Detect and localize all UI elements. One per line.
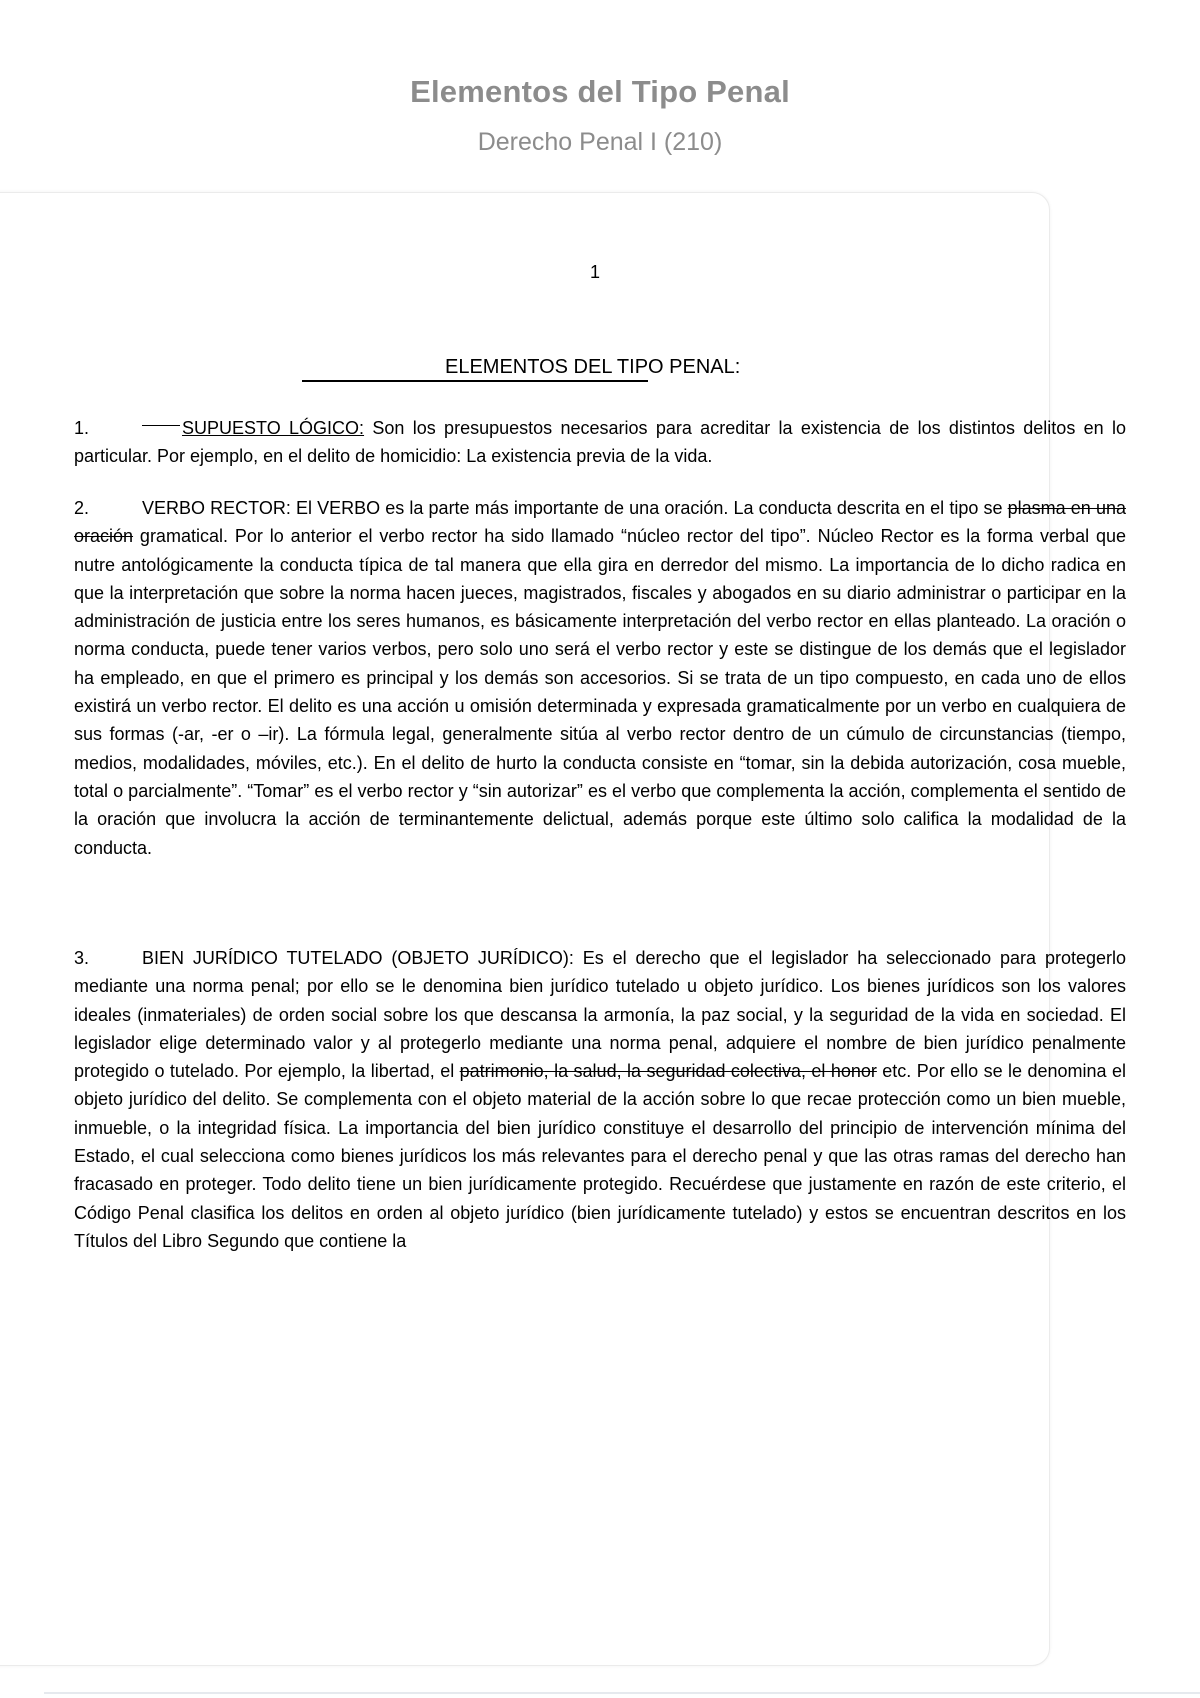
document-header [0,0,1200,190]
heading-underline [302,380,648,382]
section-text-start: El VERBO es la parte más importante de una oración. La conducta descrita en el tipo se [290,498,1008,518]
section-text: Son los presupuestos necesarios para acreditar la existencia de los distintos delitos en lo particular. Por ejemplo, en el delito de homicidio: La existencia previa de la vida. [74,418,1127,467]
section-text: gramatical. Por lo anterior el verbo rector ha sido llamado “núcleo rector del tipo”. Núcleo Rector es la forma verbal que nutre antológicamente la conducta típica de tal manera que ella gira en derredor del mismo. La importancia de lo dicho radica en que la interpretación que sobre la norma hacen jueces, magistrados, fiscales y abogados en su diario administrar o participar en la administración de justicia entre los seres humanos, es básicamente interpretación del verbo rector en ellas planteado. La oración o norma conducta, puede tener varios verbos, pero solo uno será el verbo rector y este se distingue de los demás que el legislador ha empleado, en que el primero es principal y los demás son accesorios. Si se trata de un tipo compuesto, en cada uno de ellos existirá un verbo rector. El delito es una acción u omisión determinada y expresada gramaticalmente por un verbo en cualquiera de sus formas (-ar, -er o –ir). La fórmula legal, generalmente sitúa al verbo rector dentro de un cúmulo de circunstancias (tiempo, medios, modalidades, móviles, etc.). En el delito de hurto la conducta consiste en “tomar, sin la debida autorización, cosa mueble, total o parcialmente”. “Tomar” es el verbo rector y “sin autorizar” es el verbo que complementa la acción, complementa el sentido de la oración que involucra la acción de terminantemente delictual, además porque este último solo califica la modalidad de la conducta. [74,526,1126,858]
section-text: etc. Por ello se le denomina el objeto jurídico del delito. Se complementa con el objeto material de la acción sobre lo que recae protección como un bien mueble, inmueble, o la integridad física. La importancia del bien jurídico constituye el desarrollo del principio de intervención mínima del Estado, el cual selecciona como bienes jurídicos los más relevantes para el derecho penal y que las otras ramas del derecho han fracasado en proteger. Todo delito tiene un bien jurídicamente protegido. Recuérdese que justamente en razón de este criterio, el Código Penal clasifica los delitos en orden al objeto jurídico (bien jurídicamente tutelado) y estos se encuentran descritos en los Títulos del Libro Segundo que contiene la [74,1061,1126,1251]
footer-divider [44,1692,1200,1694]
section-verbo-rector [74,494,1126,862]
section-bien-juridico [74,944,1126,1255]
struck-text: plasma en una oración [74,498,1126,547]
section-number: 3. [74,948,90,968]
tab-leader [142,425,180,426]
section-label: SUPUESTO LÓGICO: [182,418,365,438]
section-number: 1. [74,418,90,438]
section-heading: ELEMENTOS DEL TIPO PENAL: [445,356,741,378]
section-number: 2. [74,498,90,518]
document-title: Elementos del Tipo Penal [410,74,790,109]
page-number: 1 [590,262,601,282]
section-label: VERBO RECTOR: [142,498,291,518]
struck-text: patrimonio, la salud, la seguridad colectiva, el honor [459,1061,877,1082]
document-subtitle: Derecho Penal I (210) [477,128,723,156]
section-text-start: Es el derecho que el legislador ha seleccionado para protegerlo mediante una norma penal; por ello se le denomina bien jurídico tutelado u objeto jurídico. Los bienes jurídicos son los valores ideales (inmateriales) de orden social sobre los que descansa la armonía, la paz social, y la seguridad de la vida en sociedad. El legislador elige determinado valor y al protegerlo mediante una norma penal, adquiere el nombre de bien jurídico penalmente protegido o tutelado. Por ejemplo, la libertad, el [74,948,1126,1082]
section-label: BIEN JURÍDICO TUTELADO (OBJETO JURÍDICO): [142,948,574,968]
section-supuesto-logico [74,414,1126,471]
